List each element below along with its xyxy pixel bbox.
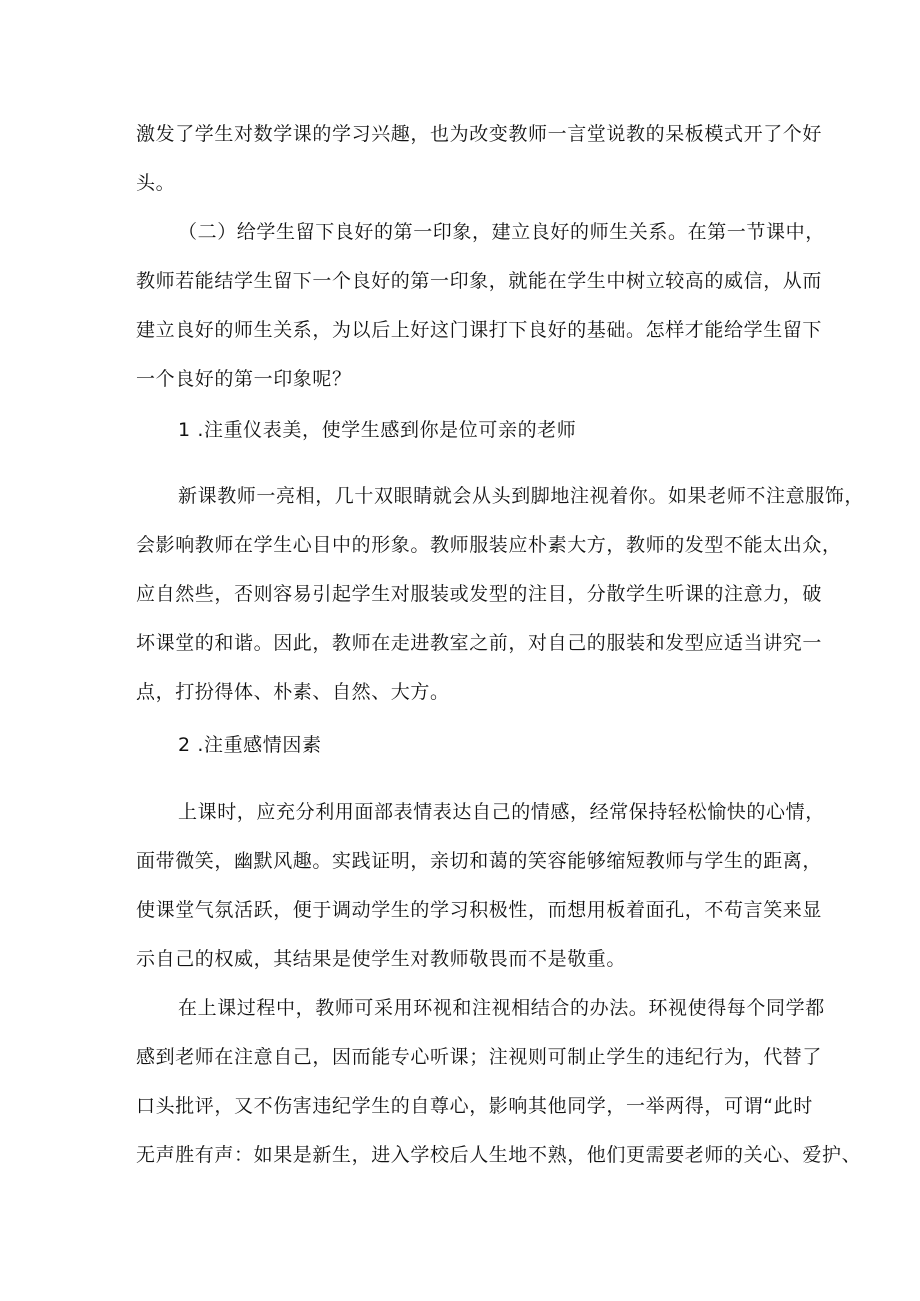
paragraph-line: 口头批评，又不伤害违纪学生的自尊心，影响其他同学，一举两得，可谓“此时 bbox=[136, 1095, 813, 1117]
paragraph-line: 头。 bbox=[136, 172, 176, 194]
paragraph-line: 使课堂气氛活跃，便于调动学生的学习积极性，而想用板着面孔，不苟言笑来显 bbox=[136, 899, 823, 921]
paragraph-line: 面带微笑，幽默风趣。实践证明，亲切和蔼的笑容能够缩短教师与学生的距离， bbox=[136, 850, 823, 872]
paragraph-line: 感到老师在注意自己，因而能专心听课；注视则可制止学生的违纪行为，代替了 bbox=[136, 1046, 823, 1068]
paragraph-line: 一个良好的第一印象呢？ bbox=[136, 368, 352, 390]
section-heading-line: （二）给学生留下良好的第一印象，建立良好的师生关系。在第一节课中， bbox=[178, 221, 825, 243]
numbered-heading: 1 .注重仪表美，使学生感到你是位可亲的老师 bbox=[178, 419, 577, 441]
paragraph-line: 在上课过程中，教师可采用环视和注视相结合的办法。环视使得每个同学都 bbox=[178, 997, 825, 1019]
paragraph-line: 无声胜有声：如果是新生，进入学校后人生地不熟，他们更需要老师的关心、爱护、 bbox=[136, 1144, 862, 1166]
paragraph-line: 示自己的权威，其结果是使学生对教师敬畏而不是敬重。 bbox=[136, 948, 627, 970]
paragraph-line: 激发了学生对数学课的学习兴趣，也为改变教师一言堂说教的呆板模式开了个好 bbox=[136, 123, 823, 145]
paragraph-line: 新课教师一亮相，几十双眼睛就会从头到脚地注视着你。如果老师不注意服饰， bbox=[178, 485, 865, 507]
paragraph-line: 坏课堂的和谐。因此，教师在走进教室之前，对自己的服装和发型应适当讲究一 bbox=[136, 632, 823, 654]
paragraph-line: 教师若能结学生留下一个良好的第一印象，就能在学生中树立较高的威信，从而 bbox=[136, 270, 823, 292]
paragraph-line: 上课时，应充分利用面部表情表达自己的情感，经常保持轻松愉快的心情， bbox=[178, 801, 825, 823]
paragraph-line: 应自然些，否则容易引起学生对服装或发型的注目，分散学生听课的注意力，破 bbox=[136, 583, 823, 605]
paragraph-line: 点，打扮得体、朴素、自然、大方。 bbox=[136, 681, 450, 703]
paragraph-line: 建立良好的师生关系，为以后上好这门课打下良好的基础。怎样才能给学生留下 bbox=[136, 319, 823, 341]
paragraph-line: 会影响教师在学生心目中的形象。教师服装应朴素大方，教师的发型不能太出众， bbox=[136, 534, 842, 556]
numbered-heading: 2 .注重感情因素 bbox=[178, 734, 322, 756]
